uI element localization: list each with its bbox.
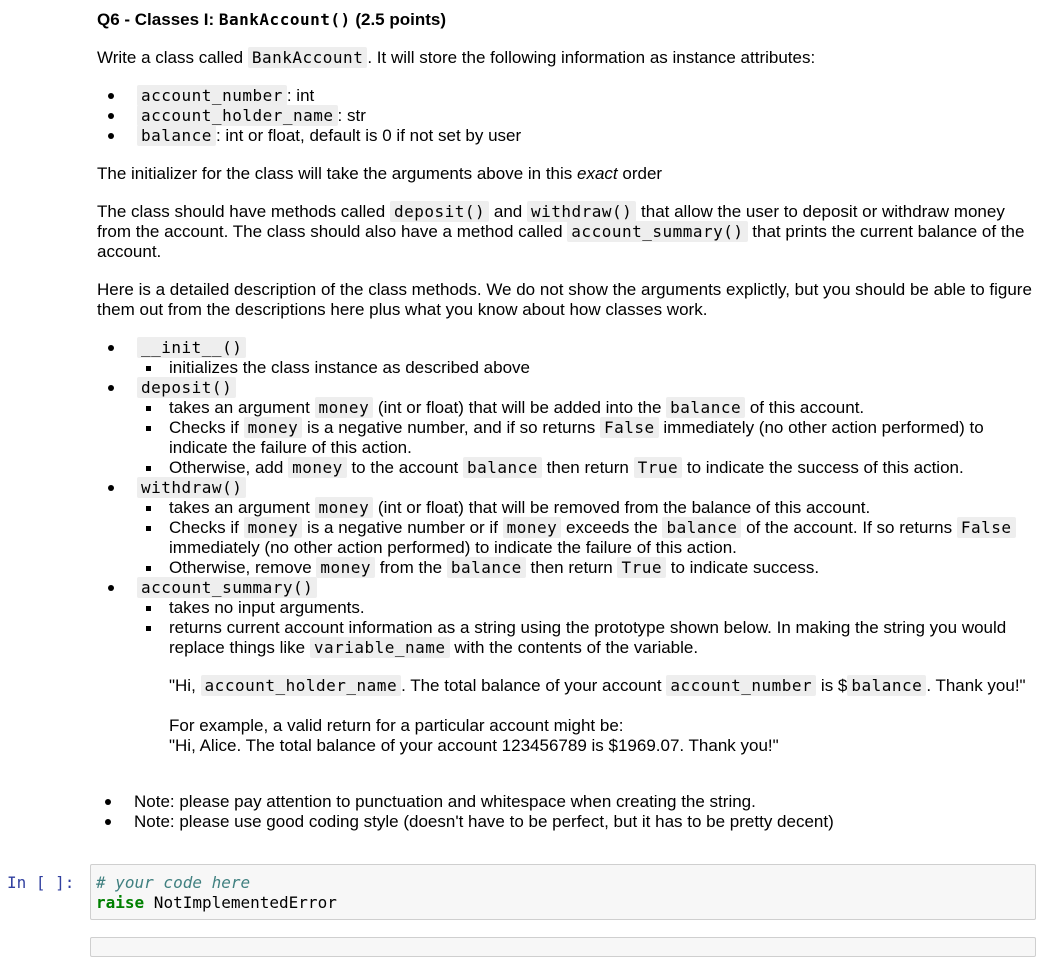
attribute-list bbox=[97, 86, 1037, 146]
method-item-summary: account_summary() takes no input arguments. returns current account information as a string using the prototype shown below. In making the string you would replace things like variable_name with the contents of the variable. "Hi, account_holder_name . The total balance of your account account_number is $ balance . Thank you!" For example, a valid return for a particular account might be: "Hi, Alice. The total balance of your account 123456789 is $1969.07. Thank you!" bbox=[97, 578, 1037, 756]
initializer-paragraph: The initializer for the class will take the arguments above in this exact order bbox=[97, 164, 663, 183]
method-item-deposit: deposit() takes an argument money (int or float) that will be added into the balance of this account. Checks if money is a negative number, and if so returns False immediately (no other action performed) to indicate the failure of this action. Otherwise, add money to the account balance then return True to indicate the success of this action. bbox=[97, 378, 1037, 478]
detail-paragraph: Here is a detailed description of the class methods. We do not show the arguments explictly, but you should be able to figure them out from the descriptions here plus what you know about how classes work. bbox=[97, 280, 1032, 319]
list-item: takes no input arguments. bbox=[138, 598, 1037, 618]
example-text: For example, a valid return for a particular account might be: "Hi, Alice. The total balance of your account 123456789 is $1969.07. Thank you!" bbox=[169, 716, 779, 755]
list-item: account_holder_name : str bbox=[97, 106, 1037, 126]
list-item: Checks if money is a negative number, and if so returns False immediately (no other action performed) to indicate the failure of this action. bbox=[138, 418, 1037, 458]
list-item: returns current account information as a string using the prototype shown below. In making the string you would replace things like variable_name with the contents of the variable. bbox=[138, 618, 1037, 658]
list-item: balance : int or float, default is 0 if not set by user bbox=[97, 126, 1037, 146]
code-cell[interactable] bbox=[90, 864, 1036, 920]
methods-paragraph: The class should have methods called deposit() and withdraw() that allow the user to deposit or withdraw money from the account. The class should also have a method called account_summary() that prints the current balance of the account. bbox=[97, 202, 1025, 261]
cell-prompt: In [ ]: bbox=[7, 873, 75, 892]
list-item: Checks if money is a negative number or if money exceeds the balance of the account. If so returns False immediately (no other action performed) to indicate the failure of this action. bbox=[138, 518, 1037, 558]
list-item: takes an argument money (int or float) that will be added into the balance of this account. bbox=[138, 398, 1037, 418]
list-item: takes an argument money (int or float) that will be removed from the balance of this account. bbox=[138, 498, 1037, 518]
prototype-string: "Hi, account_holder_name . The total balance of your account account_number is $ balance . Thank you!" bbox=[169, 676, 1026, 695]
list-item: account_number : int bbox=[97, 86, 1037, 106]
method-item-withdraw: withdraw() takes an argument money (int or float) that will be removed from the balance of this account. Checks if money is a negative number or if money exceeds the balance of the account. If so returns False immediately (no other action performed) to indicate the failure of this action. Otherwise, remove money from the balance then return True to indicate success. bbox=[97, 478, 1037, 578]
list-item: Note: please use good coding style (doesn't have to be perfect, but it has to be pretty decent) bbox=[94, 812, 1034, 832]
class-name-code: BankAccount() bbox=[218, 10, 351, 29]
list-item: initializes the class instance as described above bbox=[138, 358, 1037, 378]
list-item: Otherwise, add money to the account balance then return True to indicate the success of this action. bbox=[138, 458, 1037, 478]
list-item: Note: please pay attention to punctuation and whitespace when creating the string. bbox=[94, 792, 1034, 812]
method-list bbox=[97, 338, 1037, 756]
code-comment: # your code here bbox=[96, 873, 251, 892]
notes-list bbox=[94, 792, 1034, 832]
question-heading: Q6 - Classes I: BankAccount() (2.5 points) bbox=[97, 10, 447, 29]
list-item: Otherwise, remove money from the balance then return True to indicate success. bbox=[138, 558, 1037, 578]
next-code-cell[interactable] bbox=[90, 937, 1036, 957]
intro-paragraph: Write a class called BankAccount . It will store the following information as instance attributes: bbox=[97, 48, 816, 67]
code-line: raise NotImplementedError bbox=[96, 893, 337, 912]
method-item-init: __init__() initializes the class instance as described above bbox=[97, 338, 1037, 378]
